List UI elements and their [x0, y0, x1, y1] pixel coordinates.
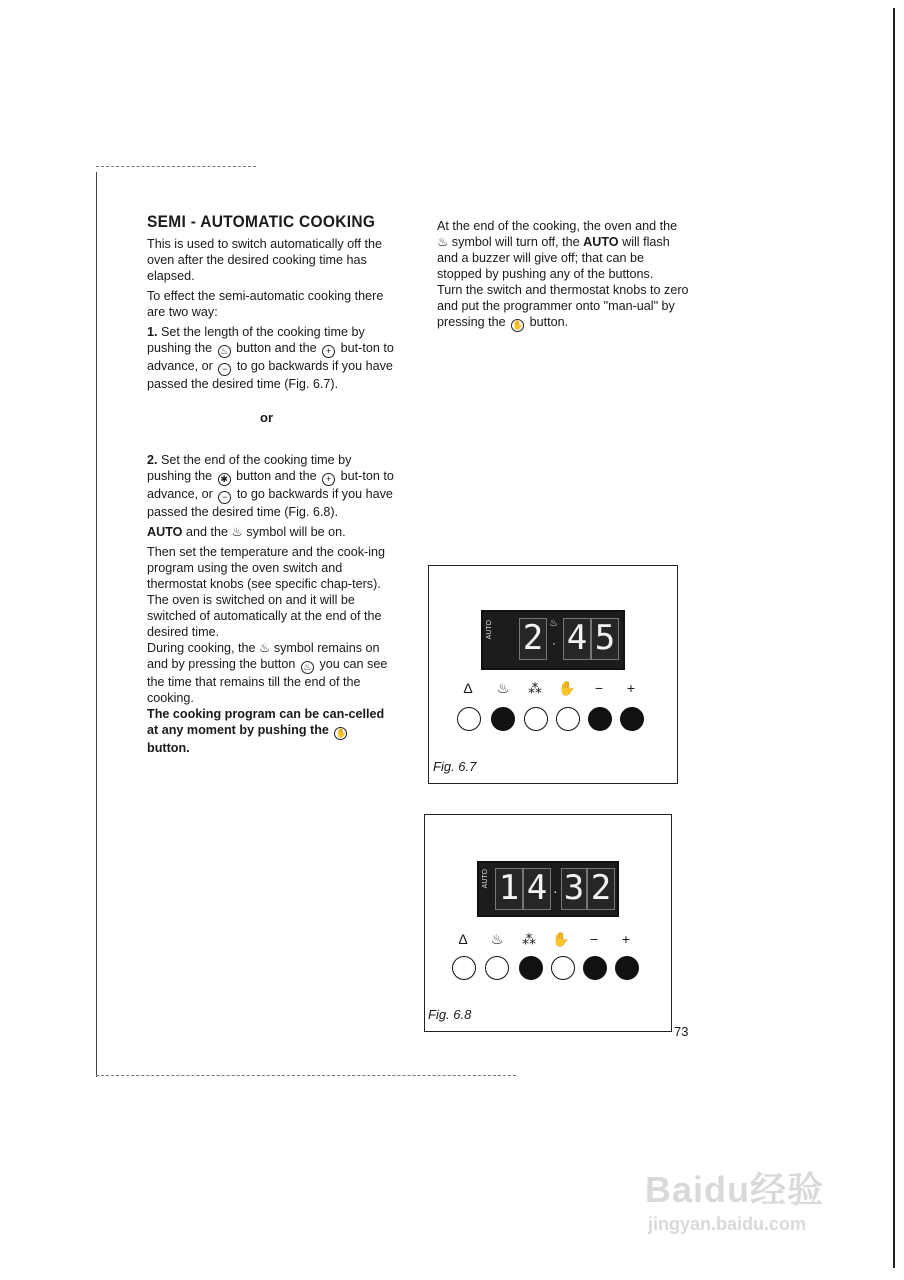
digit: 1 — [495, 868, 523, 910]
frame-left-line — [96, 172, 97, 1077]
digit: 3 — [561, 868, 587, 910]
auto-text: symbol will be on. — [246, 525, 346, 539]
cooking-time-button — [485, 956, 509, 980]
para-text: you can see the time that remains till the end of the cooking. — [147, 657, 388, 705]
end-time-button-icon: ✱ — [218, 473, 231, 486]
switch-off-paragraph: The oven is switched on and it will be switched of automatically at the end of the desired time. — [147, 593, 382, 639]
figure-6-7 — [428, 565, 678, 784]
plus-button — [620, 707, 644, 731]
step-text: Set the length of the cooking time by pushing the — [147, 325, 365, 355]
step-text: to go backwards if you have passed the desired time (Fig. 6.7). — [147, 359, 393, 391]
turn-off-paragraph — [437, 282, 689, 332]
para-text: will flash and a buzzer will give off; that can be stopped by pushing any of the buttons. — [437, 235, 670, 281]
digit: 2 — [519, 618, 547, 660]
step-text: but-ton to advance, or — [147, 469, 394, 501]
para-text: During cooking, the — [147, 641, 256, 655]
para-text: button. — [529, 315, 569, 329]
auto-label: AUTO — [583, 235, 619, 249]
auto-text: and the — [185, 525, 228, 539]
step-text: to go backwards if you have passed the desired time (Fig. 6.8). — [147, 487, 393, 519]
para-text: symbol remains on and by pressing the button — [147, 641, 380, 671]
end-time-button — [524, 707, 548, 731]
page-number: 73 — [674, 1024, 689, 1039]
plus-icon: + — [322, 345, 335, 358]
figure-caption: Fig. 6.7 — [433, 759, 477, 774]
digit: 5 — [591, 618, 619, 660]
manual-button — [551, 956, 575, 980]
bell-button — [452, 956, 476, 980]
hand-button-icon: ✋ — [335, 728, 347, 738]
minus-icon: − — [589, 931, 599, 947]
para-text: The cooking program can be can-celled at any moment by pushing the — [147, 707, 385, 737]
timer-display — [481, 610, 625, 670]
auto-indicator: AUTO — [482, 869, 489, 889]
bell-icon: Δ — [463, 680, 473, 696]
watermark-cn: 经验 — [750, 1169, 825, 1210]
plus-button — [615, 956, 639, 980]
cancel-paragraph — [147, 706, 395, 756]
cooking-time-button — [491, 707, 515, 731]
minus-button — [583, 956, 607, 980]
minus-icon: − — [594, 680, 604, 696]
digit: 2 — [587, 868, 615, 910]
hand-icon: ✋ — [558, 680, 576, 696]
auto-line — [147, 524, 395, 540]
or-separator: or — [260, 410, 273, 425]
pot-symbol-icon: ♨ — [259, 641, 271, 655]
watermark-brand: du — [704, 1169, 751, 1210]
plus-icon: + — [621, 931, 631, 947]
minus-icon: − — [218, 363, 231, 376]
para-text: At the end of the cooking, the oven and the — [437, 219, 678, 233]
section-heading: SEMI - AUTOMATIC COOKING — [147, 212, 376, 232]
figure-6-8 — [424, 814, 672, 1032]
auto-indicator: AUTO — [486, 620, 493, 640]
left-column — [147, 214, 395, 760]
pot-icon: ♨ — [496, 680, 510, 696]
bell-icon: Δ — [458, 931, 468, 947]
end-of-cooking-paragraph — [437, 218, 689, 282]
timer-display — [477, 861, 619, 917]
temperature-paragraph: Then set the temperature and the cook-ing program using the oven switch and thermostat knobs (see specific chap-ters). — [147, 545, 386, 591]
digit: 4 — [523, 868, 551, 910]
timer-button-icon: ♨ — [218, 345, 231, 358]
step-text: Set the end of the cooking time by pushing the — [147, 453, 352, 483]
intro-paragraph: This is used to switch automatically off the oven after the desired cooking time has elapsed. — [147, 237, 382, 283]
step-text: button and the — [236, 469, 317, 483]
auto-label: AUTO — [147, 525, 183, 539]
right-column — [437, 218, 689, 336]
page-edge-line — [893, 8, 895, 1268]
pot-symbol-icon: ♨ — [437, 235, 449, 249]
baidu-watermark-logo — [645, 1162, 824, 1213]
manual-button — [556, 707, 580, 731]
para-text: button. — [147, 741, 190, 755]
bell-button — [457, 707, 481, 731]
pot-symbol-icon: ♨ — [549, 618, 558, 629]
end-time-icon: ⁂ — [522, 931, 536, 947]
para-text: symbol will turn off, the — [451, 235, 580, 249]
pot-symbol-icon: ♨ — [231, 525, 243, 539]
hand-icon: ✋ — [552, 931, 570, 947]
plus-icon: + — [626, 680, 636, 696]
step-text: button and the — [236, 341, 317, 355]
plus-icon: + — [322, 473, 335, 486]
minus-button — [588, 707, 612, 731]
digit: 4 — [563, 618, 591, 660]
step-text: but-ton to advance, or — [147, 341, 394, 373]
step-number: 1. — [147, 325, 158, 339]
frame-bottom-line — [96, 1075, 516, 1076]
pot-icon: ♨ — [490, 931, 504, 947]
watermark-url: jingyan.baidu.com — [648, 1214, 807, 1234]
frame-top-line — [96, 166, 256, 167]
figure-caption: Fig. 6.8 — [428, 1007, 472, 1022]
hand-button-icon: ✋ — [512, 320, 524, 330]
para-text: Turn the switch and thermostat knobs to zero and put the programmer onto "man-ual" by pressing the — [437, 283, 689, 329]
during-cooking-paragraph — [147, 640, 395, 706]
end-time-button — [519, 956, 543, 980]
minus-icon: − — [218, 491, 231, 504]
step-number: 2. — [147, 453, 158, 467]
colon-dot: · — [553, 883, 558, 899]
colon-dot: · — [552, 636, 556, 650]
step-2 — [147, 452, 395, 520]
watermark-brand: Bai — [645, 1169, 705, 1210]
end-time-icon: ⁂ — [528, 680, 542, 696]
timer-button-icon: ♨ — [301, 661, 314, 674]
two-ways-paragraph: To effect the semi-automatic cooking there are two way: — [147, 289, 384, 319]
step-1 — [147, 324, 395, 392]
